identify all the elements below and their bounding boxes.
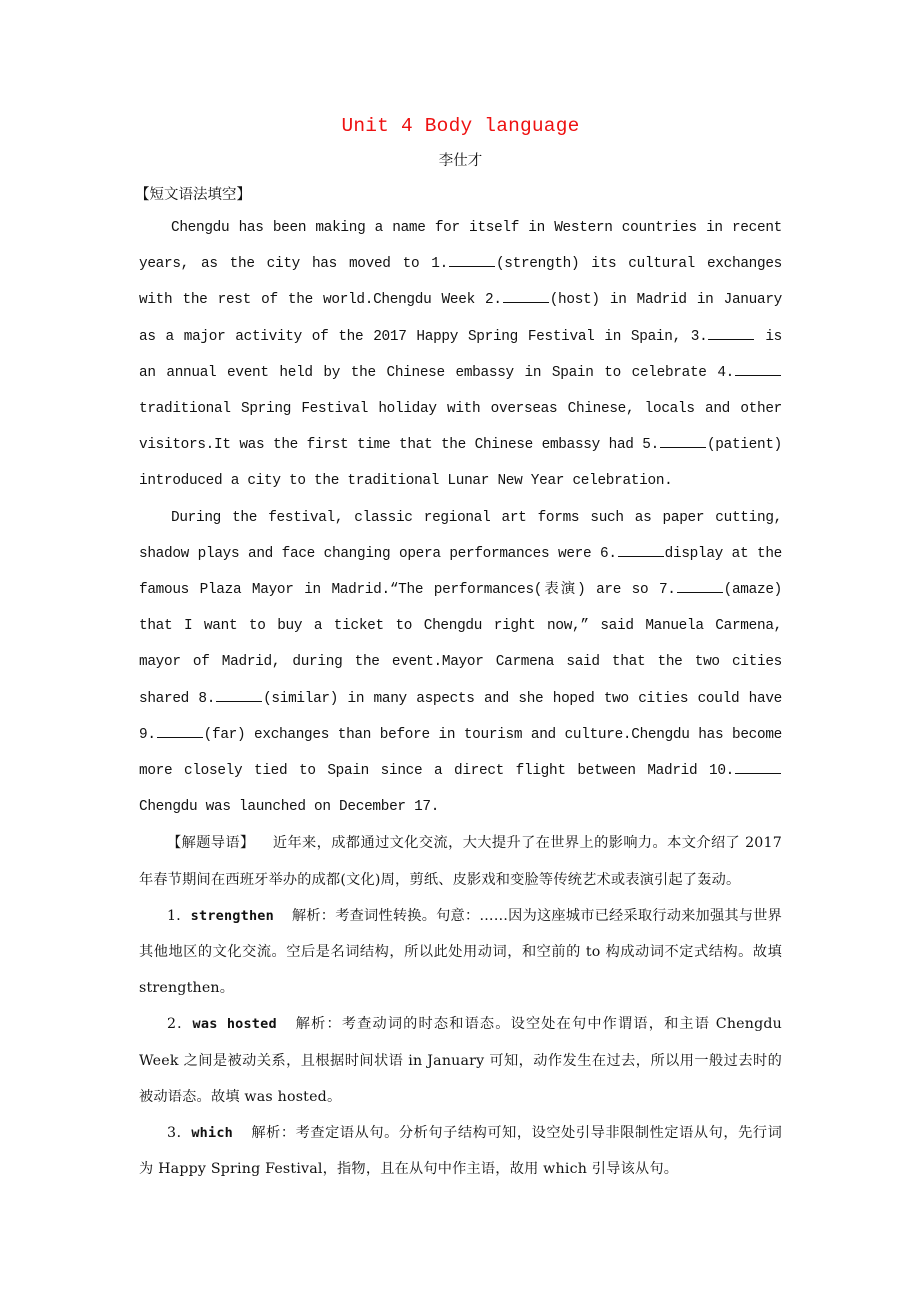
passage-paragraph-1 (139, 210, 782, 500)
answer-2 (139, 1006, 782, 1115)
passage-text: (far) exchanges than before in tourism and culture.Chengdu has become more closely tied to Spain since a direct flight between Madrid 10. (139, 726, 782, 780)
blank-6 (618, 542, 664, 557)
passage-text: is an annual event held by the Chinese embassy in Spain to celebrate 4. (139, 328, 782, 381)
answer-explanation: 解析：考查词性转换。句意：……因为这座城市已经采取行动来加强其与世界其他地区的文化交流。空后是名词结构，所以此处用动词，和空前的 to 构成动词不定式结构。故填 strengthen。 (139, 907, 782, 997)
passage-text: (strength) its cultural exchanges with the rest of the world.Chengdu Week 2. (139, 256, 782, 309)
document-page (135, 110, 783, 1187)
answer-value: strengthen (190, 907, 274, 924)
document-title: Unit 4 Body language (341, 115, 580, 137)
passage-text: (patient) introduced a city to the traditional Lunar New Year celebration. (139, 437, 782, 490)
guide-text: 近年来，成都通过文化交流，大大提升了在世界上的影响力。本文介绍了 2017 年春节期间在西班牙举办的成都(文化)周，剪纸、皮影戏和变脸等传统艺术或表演引起了轰动。 (139, 835, 782, 888)
blank-4 (735, 361, 781, 376)
guide-paragraph (139, 825, 782, 897)
answer-explanation: 解析：考查定语从句。分析句子结构可知，设空处引导非限制性定语从句，先行词为 Happy Spring Festival，指物，且在从句中作主语，故用 which 引导该从句。 (139, 1125, 782, 1178)
section-label: 【短文语法填空】 (135, 187, 251, 203)
passage-text: During the festival, classic regional art forms such as paper cutting, shadow plays and face changing opera performances were 6. (139, 509, 782, 562)
passage-text: (similar) in many aspects and she hoped two cities could have 9. (139, 690, 783, 743)
blank-2 (503, 288, 549, 303)
passage-text: Chengdu was launched on December 17. (139, 799, 440, 816)
passage-text: display at the famous Plaza Mayor in Madrid.“The performances(表演) are so 7. (139, 545, 783, 599)
answer-value: was hosted (192, 1016, 277, 1033)
answer-1 (139, 898, 782, 1007)
guide-label: 【解题导语】 (167, 835, 255, 852)
blank-7 (677, 578, 723, 593)
passage-text: Chengdu has been making a name for itself in Western countries in recent years, as the city has moved to 1. (139, 220, 782, 273)
blank-8 (216, 687, 262, 702)
blank-5 (660, 433, 706, 448)
answer-3 (139, 1115, 782, 1187)
blank-1 (449, 252, 495, 267)
passage-paragraph-2 (139, 500, 782, 826)
answer-value: which (191, 1125, 233, 1142)
author-name: 李仕才 (438, 153, 483, 169)
passage-text: (amaze) that I want to buy a ticket to Chengdu right now,” said Manuela Carmena, mayor of Madrid, during the event.Mayor Carmena said that the two cities shared 8. (139, 582, 782, 707)
answer-explanation: 解析：考查动词的时态和语态。设空处在句中作谓语，和主语 Chengdu Week 之间是被动关系，且根据时间状语 in January 可知，动作发生在过去，所以用一般过去时的被动语态。故填 was hosted。 (139, 1016, 783, 1105)
blank-10 (735, 759, 781, 774)
answer-number: 2． (167, 1016, 193, 1033)
passage-text: traditional Spring Festival holiday with overseas Chinese, locals and other visitors.It was the first time that the Chinese embassy had 5. (139, 401, 782, 454)
passage-text: (host) in Madrid in January as a major activity of the 2017 Happy Spring Festival in Spain, 3. (139, 292, 782, 345)
answer-number: 3． (167, 1125, 192, 1142)
answer-number: 1． (167, 907, 191, 924)
blank-3 (708, 325, 754, 340)
blank-9 (157, 723, 203, 738)
